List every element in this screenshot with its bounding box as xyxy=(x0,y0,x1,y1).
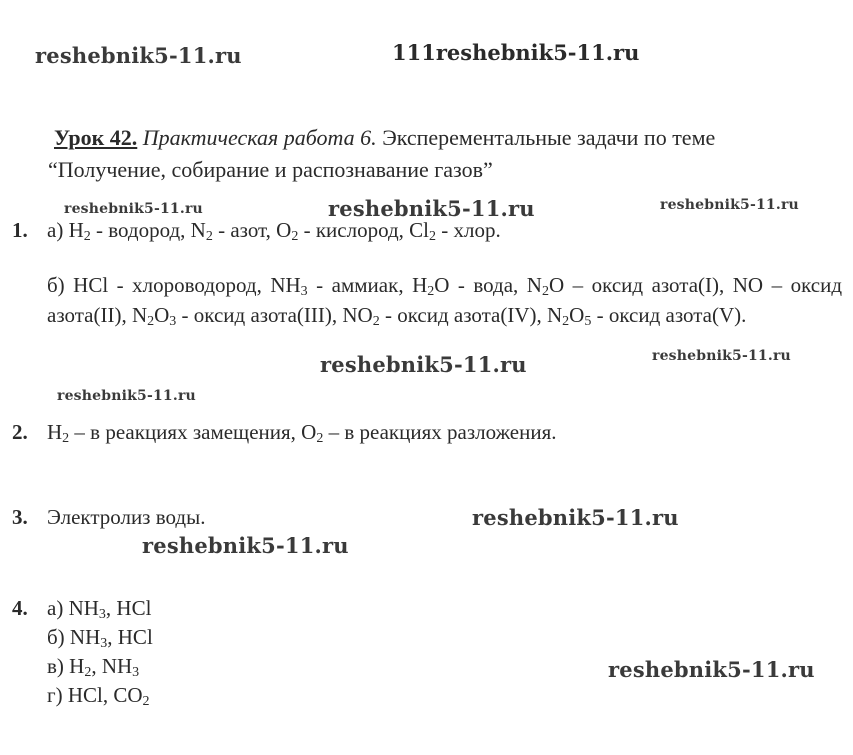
watermark: reshebnik5-11.ru xyxy=(142,533,349,558)
lesson-title xyxy=(48,122,828,186)
watermark: reshebnik5-11.ru xyxy=(472,505,679,530)
answer-2: $H_2$ – в реакциях замещения, $O_2$ – в реакциях разложения. xyxy=(47,420,557,446)
page-number: 111reshebnik5-11.ru xyxy=(392,40,640,65)
answer-4b: б) $NH_3$, HCl xyxy=(47,625,153,651)
lesson-topic: Эксперементальные задачи по теме “Получение, собирание и распознавание газов” xyxy=(48,125,716,182)
answer-4d: г) HCl, $CO_2$ xyxy=(47,683,150,709)
lesson-kind: Практическая работа 6. xyxy=(142,125,377,150)
watermark: reshebnik5-11.ru xyxy=(660,197,799,213)
watermark: reshebnik5-11.ru xyxy=(435,40,640,65)
lesson-number: Урок 42. xyxy=(54,125,138,150)
answer-number-4: 4. xyxy=(12,596,28,620)
watermark: reshebnik5-11.ru xyxy=(328,196,535,221)
answer-1b: б) HCl - хлороводород, $NH_3$ - аммиак, $H_2O$ - вода, $N_2O$ – оксид азота(I), NO – оксид азота(II), $N_2O_3$ - оксид азота(III), $NO_2$ - оксид азота(IV), $N_2O_5$ - оксид азота(V). xyxy=(47,273,843,329)
answer-number-3: 3. xyxy=(12,505,28,529)
answer-number-1: 1. xyxy=(12,218,28,242)
watermark: reshebnik5-11.ru xyxy=(608,657,815,682)
answer-4c: в) $H_2$, $NH_3$ xyxy=(47,654,140,680)
watermark: reshebnik5-11.ru xyxy=(57,388,196,404)
watermark: reshebnik5-11.ru xyxy=(35,43,242,68)
answer-3: Электролиз воды. xyxy=(47,505,206,529)
watermark: reshebnik5-11.ru xyxy=(64,201,203,217)
watermark: reshebnik5-11.ru xyxy=(320,352,527,377)
watermark: reshebnik5-11.ru xyxy=(652,348,791,364)
answer-number-2: 2. xyxy=(12,420,28,444)
answer-1a: а) $H_2$ - водород, $N_2$ - азот, $O_2$ - кислород, $Cl_2$ - хлор. xyxy=(47,218,501,244)
answer-4a: а) $NH_3$, HCl xyxy=(47,596,152,622)
